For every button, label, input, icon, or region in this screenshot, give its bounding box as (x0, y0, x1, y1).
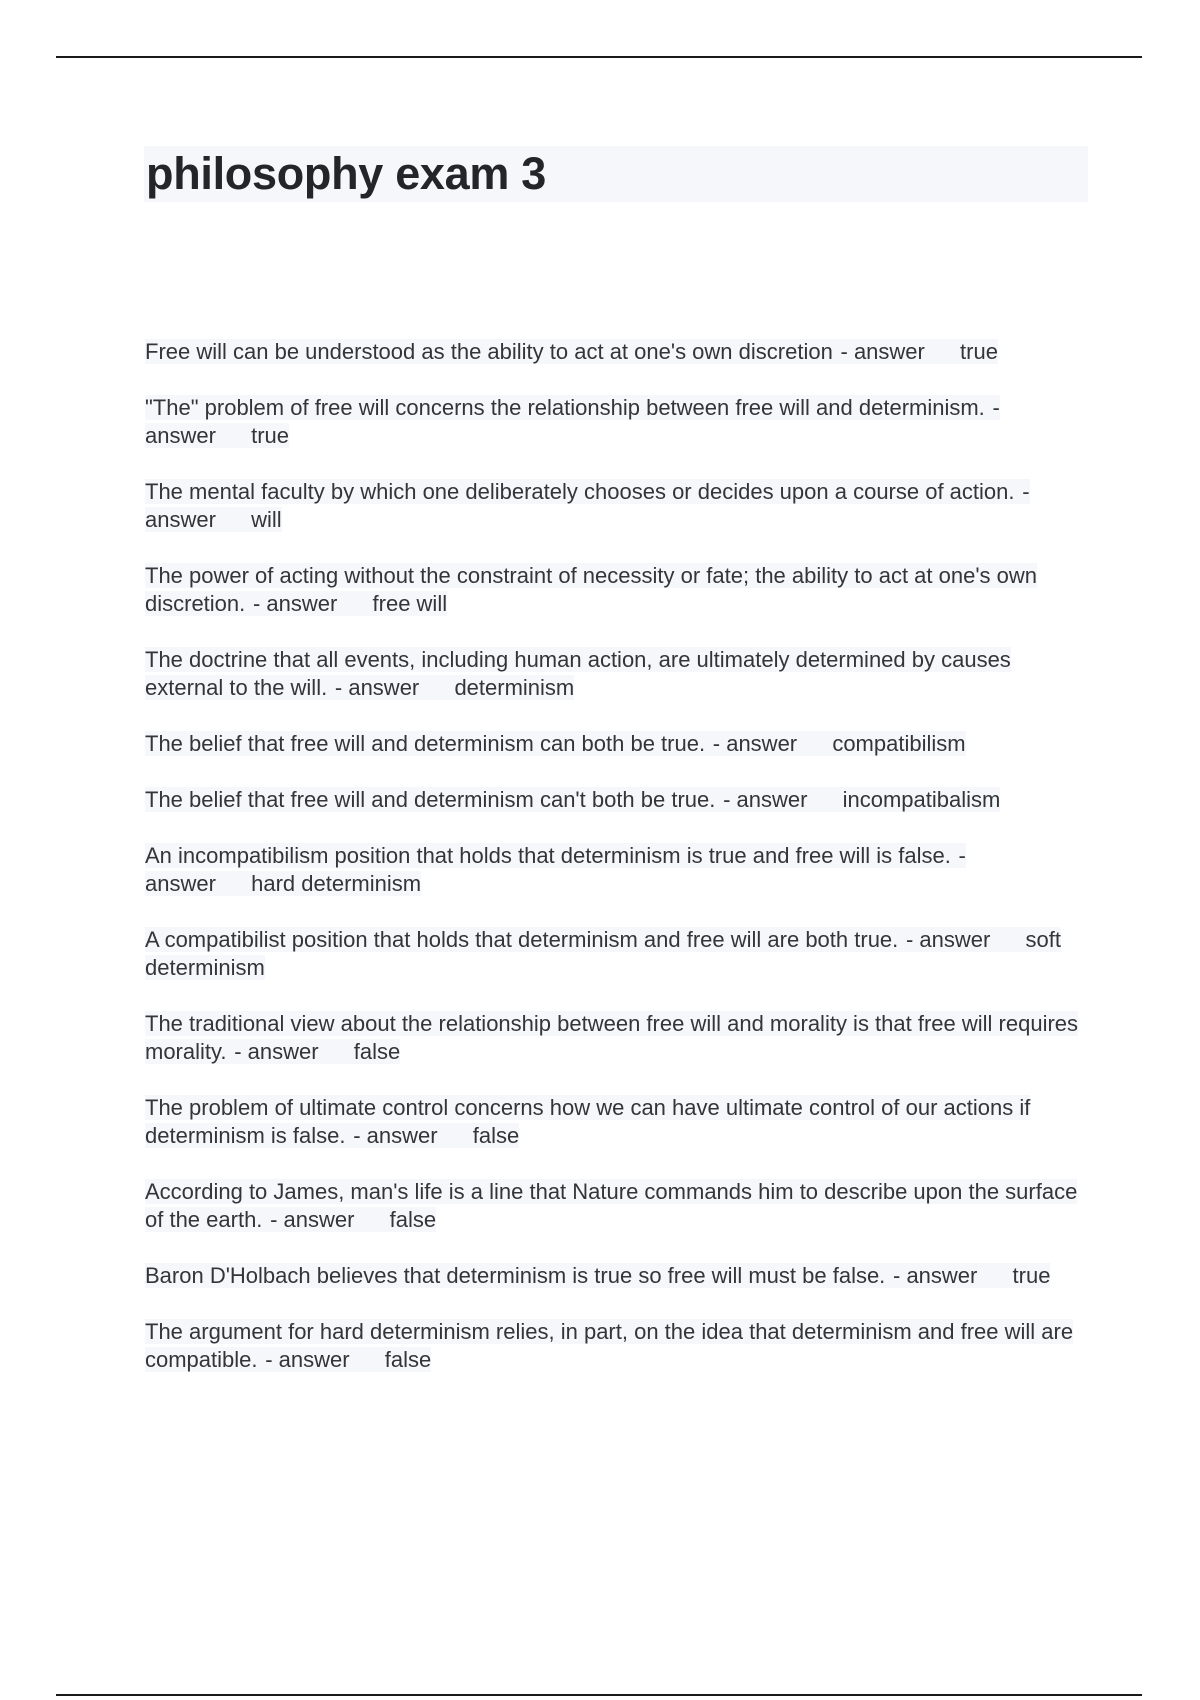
answer-separator: - answer (893, 1263, 978, 1288)
answer-separator: - answer (840, 339, 925, 364)
answer-separator: - answer (265, 1347, 350, 1372)
answer-text: compatibilism (832, 731, 966, 756)
top-rule (56, 56, 1142, 58)
qa-item (145, 338, 1095, 366)
answer-text: false (353, 1039, 401, 1064)
answer-text: hard determinism (251, 871, 422, 896)
question-text: Baron D'Holbach believes that determinism is true so free will must be false. (145, 1263, 886, 1288)
qa-line (145, 1095, 1030, 1148)
question-text: An incompatibilism position that holds that determinism is true and free will is false. (145, 843, 951, 868)
answer-text: incompatibalism (842, 787, 1001, 812)
qa-line (145, 339, 998, 364)
qa-item (145, 1318, 1095, 1374)
qa-line (145, 927, 1061, 980)
answer-separator: - answer (905, 927, 991, 952)
qa-item (145, 842, 1095, 898)
answer-text: will (251, 507, 282, 532)
qa-item (145, 1094, 1095, 1150)
qa-line (145, 1319, 1073, 1372)
question-text: A compatibilist position that holds that determinism and free will are both true. (145, 927, 899, 952)
question-text: The power of acting without the constraint of necessity or fate; the ability to act at one's own discretion. (145, 563, 1038, 616)
answer-separator: - answer (252, 591, 338, 616)
qa-item (145, 562, 1095, 618)
answer-text: false (384, 1347, 432, 1372)
question-text: The argument for hard determinism relies, in part, on the idea that determinism and free will are compatible. (145, 1319, 1074, 1372)
qa-line (145, 647, 1011, 700)
qa-line (145, 1263, 1050, 1288)
qa-item (145, 730, 1095, 758)
answer-text: soft determinism (145, 927, 1061, 980)
answer-separator: - answer (234, 1039, 319, 1064)
question-text: The mental faculty by which one deliberately chooses or decides upon a course of action. (145, 479, 1015, 504)
qa-item (145, 394, 1095, 450)
qa-line (145, 479, 1030, 532)
answer-separator: - answer (712, 731, 798, 756)
qa-line (145, 787, 1000, 812)
answer-separator: - answer (270, 1207, 355, 1232)
answer-separator: - answer (353, 1123, 438, 1148)
qa-item (145, 1010, 1095, 1066)
qa-line (145, 843, 966, 896)
answer-separator: - answer (723, 787, 808, 812)
question-text: Free will can be understood as the ability to act at one's own discretion (145, 339, 833, 364)
qa-item (145, 1262, 1095, 1290)
question-text: The belief that free will and determinism can't both be true. (145, 787, 716, 812)
qa-item (145, 786, 1095, 814)
qa-item (145, 1178, 1095, 1234)
qa-item (145, 478, 1095, 534)
answer-separator: - answer (334, 675, 420, 700)
question-text: The doctrine that all events, including human action, are ultimately determined by causes external to the will. (145, 647, 1011, 700)
qa-line (145, 563, 1037, 616)
answer-text: free will (372, 591, 448, 616)
qa-line (145, 395, 1000, 448)
answer-separator: - answer (145, 395, 1000, 448)
qa-line (145, 731, 966, 756)
answer-text: true (960, 339, 998, 364)
page-title: philosophy exam 3 (146, 148, 547, 199)
answer-text: determinism (454, 675, 575, 700)
qa-item (145, 646, 1095, 702)
qa-list (145, 338, 1095, 1402)
question-text: The traditional view about the relationship between free will and morality is that free will requires morality. (145, 1011, 1079, 1064)
qa-line (145, 1179, 1077, 1232)
answer-text: true (251, 423, 290, 448)
question-text: The problem of ultimate control concerns how we can have ultimate control of our actions if determinism is false. (145, 1095, 1031, 1148)
question-text: "The" problem of free will concerns the relationship between free will and determinism. (145, 395, 985, 420)
answer-separator: - answer (145, 843, 966, 896)
answer-text: false (389, 1207, 437, 1232)
answer-text: false (472, 1123, 520, 1148)
question-text: According to James, man's life is a line that Nature commands him to describe upon the surface of the earth. (145, 1179, 1078, 1232)
answer-separator: - answer (145, 479, 1030, 532)
answer-text: true (1012, 1263, 1051, 1288)
qa-item (145, 926, 1095, 982)
qa-line (145, 1011, 1078, 1064)
bottom-rule (56, 1694, 1142, 1696)
question-text: The belief that free will and determinism can both be true. (145, 731, 706, 756)
